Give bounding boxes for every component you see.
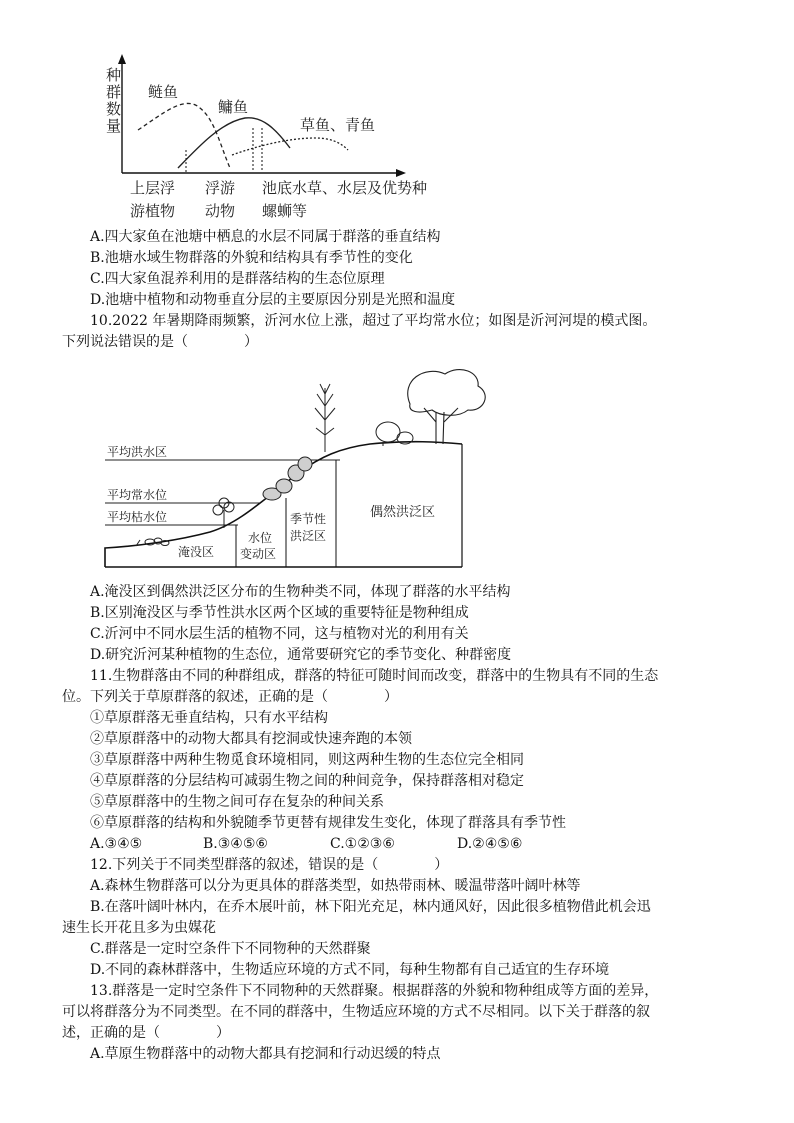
x-label-zooplankton-2: 动物 — [205, 202, 236, 220]
x-label-bottom-2: 螺蛳等 — [262, 202, 308, 220]
y-axis-label — [106, 66, 121, 135]
q11-item-6: ⑥草原群落的结构和外貌随季节更替有规律发生变化，体现了群落具有季节性 — [90, 815, 566, 831]
q11-choice-b: B.③④⑤⑥ — [203, 836, 268, 852]
q11-choice-a: A.③④⑤ — [90, 836, 143, 852]
reed-icon — [315, 384, 335, 452]
x-label-phytoplankton-1: 上层浮 — [130, 179, 176, 197]
q13-stem-line3: 述，正确的是（ ） — [62, 1025, 230, 1041]
q12-option-d: D.不同的森林群落中，生物适应环境的方式不同，每种生物都有自己适宜的生存环境 — [90, 962, 610, 978]
q10-stem-line2: 下列说法错误的是（ ） — [62, 334, 258, 350]
q9-option-d: D.池塘中植物和动物垂直分层的主要原因分别是光照和温度 — [90, 292, 456, 308]
q11-item-1: ①草原群落无垂直结构，只有水平结构 — [90, 710, 328, 726]
y-axis-arrow — [118, 54, 126, 64]
river-embankment-figure — [0, 360, 794, 600]
q12-option-b-line1: B.在落叶阔叶林内，在乔木展叶前，林下阳光充足，林内通风好，因此很多植物借此机会迅 — [90, 899, 651, 915]
grass-black-carp-label: 草鱼、青鱼 — [300, 116, 376, 134]
q11-item-3: ③草原群落中两种生物觅食环境相同，则这两种生物的生态位完全相同 — [90, 752, 524, 768]
q11-stem-line1: 11.生物群落由不同的种群组成，群落的特征可随时间而改变，群落中的生物具有不同的生态 — [90, 668, 659, 684]
q9-option-a: A.四大家鱼在池塘中栖息的水层不同属于群落的垂直结构 — [90, 229, 441, 245]
tree-icon — [408, 370, 485, 444]
q10-option-a: A.淹没区到偶然洪泛区分布的生物种类不同，体现了群落的水平结构 — [90, 584, 511, 600]
q11-choice-c: C.①②③⑥ — [330, 836, 395, 852]
q11-stem-line2: 位。下列关于草原群落的叙述，正确的是（ ） — [62, 689, 398, 705]
x-label-zooplankton-1: 浮游 — [205, 179, 236, 197]
q11-item-5: ⑤草原群落中的生物之间可存在复杂的种间关系 — [90, 794, 384, 810]
silver-carp-curve — [138, 103, 230, 168]
q10-option-b: B.区别淹没区与季节性洪水区两个区域的重要特征是物种组成 — [90, 605, 469, 621]
q11-item-2: ②草原群落中的动物大都具有挖洞或快速奔跑的本领 — [90, 731, 412, 747]
q12-option-b-line2: 速生长开花且多为虫媒花 — [62, 920, 216, 936]
water-fluctuation-zone-label-1: 水位 — [248, 531, 273, 545]
y-label-char: 量 — [106, 117, 122, 135]
x-label-bottom-1: 池底水草、水层及优势种 — [262, 179, 428, 197]
y-label-char: 群 — [106, 83, 122, 101]
q10-stem-line1: 10.2022 年暑期降雨频繁，沂河水位上涨，超过了平均常水位；如图是沂河河堤的模式图。 — [90, 313, 657, 329]
y-label-char: 种 — [106, 66, 122, 84]
q10-option-d: D.研究沂河某种植物的生态位，通常要研究它的季节变化、种群密度 — [90, 647, 512, 663]
q9-option-c: C.四大家鱼混养利用的是群落结构的生态位原理 — [90, 271, 385, 287]
q11-item-4: ④草原群落的分层结构可减弱生物之间的种间竞争，保持群落相对稳定 — [90, 773, 524, 789]
submerged-zone-label: 淹没区 — [178, 545, 215, 559]
grass-icon — [263, 457, 312, 500]
q12-option-c: C.群落是一定时空条件下不同物种的天然群聚 — [90, 941, 371, 957]
normal-level-label: 平均常水位 — [107, 488, 168, 502]
x-label-phytoplankton-2: 游植物 — [130, 202, 176, 220]
occasional-flood-zone-label: 偶然洪泛区 — [370, 505, 436, 520]
seasonal-flood-zone-label-1: 季节性 — [290, 512, 327, 526]
bighead-carp-label: 鳙鱼 — [218, 98, 249, 116]
x-axis-arrow — [396, 169, 406, 177]
seasonal-flood-zone-label-2: 洪泛区 — [290, 529, 327, 543]
q12-stem: 12.下列关于不同类型群落的叙述，错误的是（ ） — [90, 857, 449, 873]
q13-option-a: A.草原生物群落中的动物大都具有挖洞和行动迟缓的特点 — [90, 1046, 441, 1062]
q9-option-b: B.池塘水域生物群落的外貌和结构具有季节性的变化 — [90, 250, 413, 266]
y-label-char: 数 — [106, 100, 122, 118]
q12-option-a: A.森林生物群落可以分为更具体的群落类型，如热带雨林、暖温带落叶阔叶林等 — [90, 878, 581, 894]
low-level-label: 平均枯水位 — [107, 510, 168, 524]
q11-choice-d: D.②④⑤⑥ — [457, 836, 523, 852]
q10-option-c: C.沂河中不同水层生活的植物不同，这与植物对光的利用有关 — [90, 626, 469, 642]
grass-black-carp-curve — [232, 138, 348, 155]
silver-carp-label: 鲢鱼 — [148, 83, 179, 101]
water-fluctuation-zone-label-2: 变动区 — [240, 547, 277, 561]
fish-distribution-figure — [0, 0, 794, 230]
bighead-carp-curve — [178, 118, 290, 168]
q13-stem-line1: 13.群落是一定时空条件下不同物种的天然群聚。根据群落的外貌和物种组成等方面的差异， — [90, 983, 659, 999]
flood-level-label: 平均洪水区 — [107, 445, 168, 459]
q13-stem-line2: 可以将群落分为不同类型。在不同的群落中，生物适应环境的方式不尽相同。以下关于群落的叙 — [62, 1004, 650, 1020]
